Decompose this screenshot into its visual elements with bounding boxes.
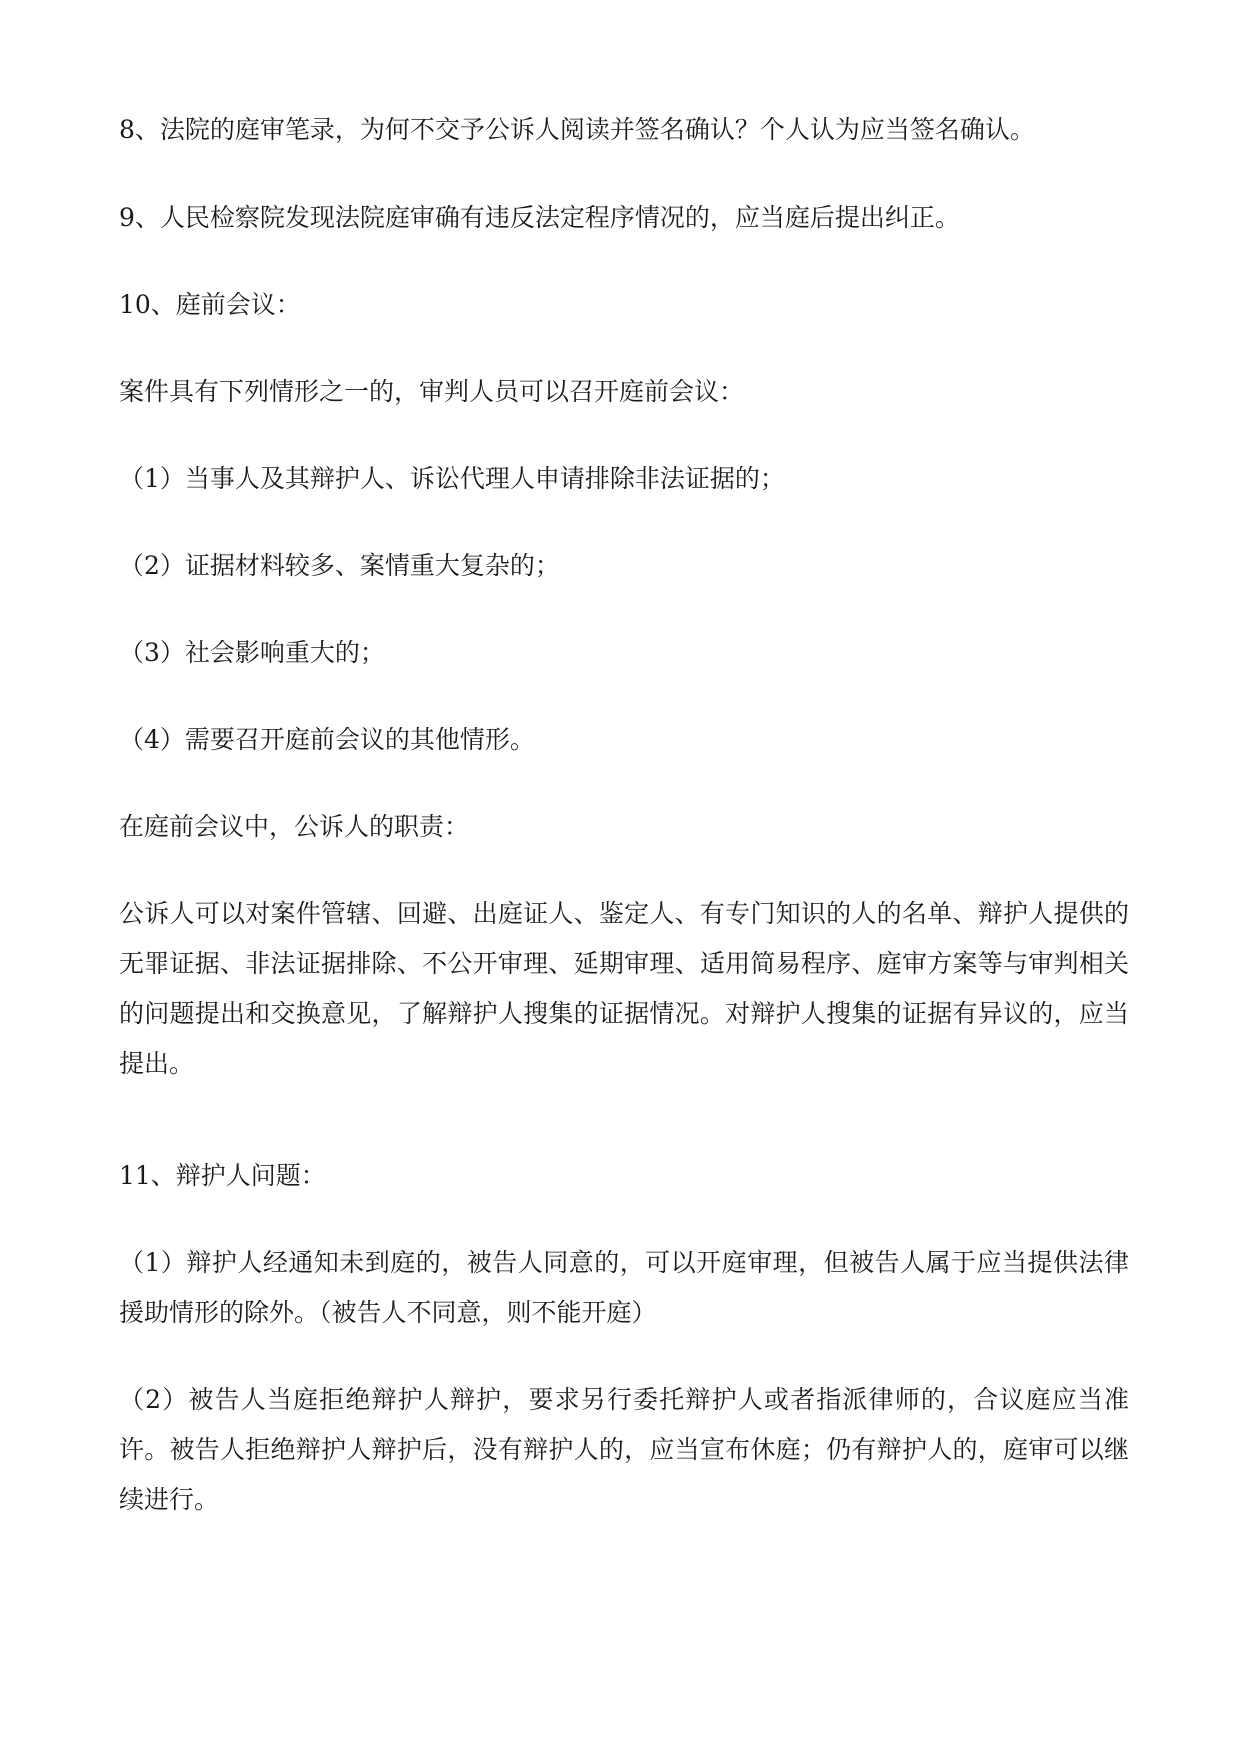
- paragraph-pretrial-conditions: 案件具有下列情形之一的，审判人员可以召开庭前会议：: [119, 377, 745, 406]
- paragraph-item-9: 9、人民检察院发现法院庭审确有违反法定程序情况的，应当庭后提出纠正。: [119, 203, 960, 232]
- list-item-defender-2: （2）被告人当庭拒绝辩护人辩护，要求另行委托辩护人或者指派律师的，合议庭应当准许。被告人拒绝辩护人辩护后，没有辩护人的，应当宣布休庭；仍有辩护人的，庭审可以继续进行。: [119, 1385, 1129, 1514]
- paragraph-prosecutor-duties: 公诉人可以对案件管辖、回避、出庭证人、鉴定人、有专门知识的人的名单、辩护人提供的无罪证据、非法证据排除、不公开审理、延期审理、适用简易程序、庭审方案等与审判相关的问题提出和交换意见，了解辩护人搜集的证据情况。对辩护人搜集的证据有异议的，应当提出。: [119, 899, 1129, 1078]
- list-item-condition-1: （1）当事人及其辩护人、诉讼代理人申请排除非法证据的；: [119, 464, 785, 493]
- heading-pretrial-meeting: 10、庭前会议：: [119, 290, 301, 319]
- list-item-condition-2: （2）证据材料较多、案情重大复杂的；: [119, 551, 560, 580]
- list-item-defender-1: （1）辩护人经通知未到庭的，被告人同意的，可以开庭审理，但被告人属于应当提供法律援助情形的除外。（被告人不同意，则不能开庭）: [119, 1248, 1129, 1327]
- heading-defender-issues: 11、辩护人问题：: [119, 1161, 326, 1190]
- list-item-condition-4: （4）需要召开庭前会议的其他情形。: [119, 725, 535, 754]
- paragraph-item-8: 8、法院的庭审笔录，为何不交予公诉人阅读并签名确认？个人认为应当签名确认。: [119, 115, 1035, 144]
- list-item-condition-3: （3）社会影响重大的；: [119, 638, 385, 667]
- paragraph-prosecutor-duties-heading: 在庭前会议中，公诉人的职责：: [119, 812, 470, 841]
